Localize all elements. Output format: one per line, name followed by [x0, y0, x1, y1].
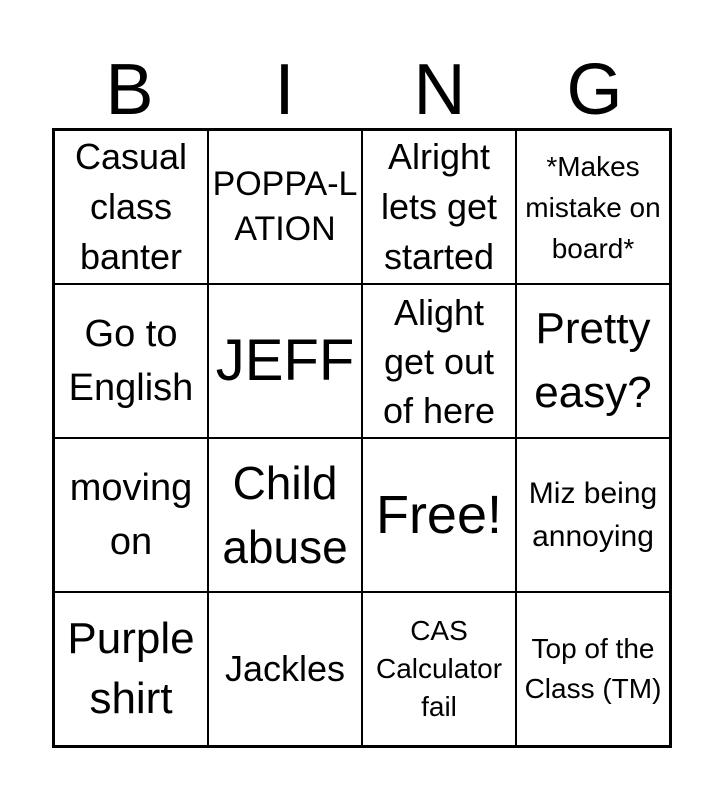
cell-text: Alright lets get started: [380, 136, 498, 277]
cell-text: *Makes mistake on board*: [525, 150, 661, 264]
bingo-cell[interactable]: [54, 592, 208, 746]
cell-text: moving on: [69, 467, 193, 563]
cell-text: POPPA-LATION: [212, 165, 358, 248]
cell-text: CAS Calculator fail: [375, 615, 503, 722]
bingo-cell[interactable]: [516, 592, 670, 746]
cell-text: Alight get out of here: [382, 291, 496, 431]
cell-text: Free!: [375, 485, 503, 545]
bingo-cell[interactable]: [208, 438, 362, 592]
cell-text: Jackles: [224, 648, 346, 689]
cell-text: Miz being annoying: [528, 477, 658, 553]
bingo-grid: [52, 128, 672, 748]
header-letter-i: I: [274, 50, 295, 130]
bingo-cell[interactable]: [362, 438, 516, 592]
bingo-cell[interactable]: [516, 438, 670, 592]
cell-text: Pretty easy?: [534, 304, 652, 417]
header-letter-g: G: [566, 50, 623, 130]
bingo-cell[interactable]: [208, 130, 362, 284]
bingo-cell[interactable]: [54, 130, 208, 284]
bingo-cell[interactable]: [362, 592, 516, 746]
bingo-cell[interactable]: [362, 130, 516, 284]
header-letter-n: N: [413, 50, 466, 130]
bingo-cell[interactable]: [54, 284, 208, 438]
cell-text: Child abuse: [222, 457, 348, 573]
bingo-header: [52, 52, 672, 128]
bingo-cell[interactable]: [208, 284, 362, 438]
cell-text: Purple shirt: [67, 614, 195, 723]
cell-text: JEFF: [215, 328, 355, 393]
bingo-cell[interactable]: [208, 592, 362, 746]
bingo-cell[interactable]: [516, 284, 670, 438]
bingo-cell[interactable]: [54, 438, 208, 592]
cell-text: Casual class banter: [74, 136, 188, 277]
bingo-cell[interactable]: [516, 130, 670, 284]
cell-text: Go to English: [68, 313, 194, 409]
bingo-cell[interactable]: [362, 284, 516, 438]
header-letter-b: B: [105, 50, 154, 130]
cell-text: Top of the Class (TM): [524, 633, 662, 704]
